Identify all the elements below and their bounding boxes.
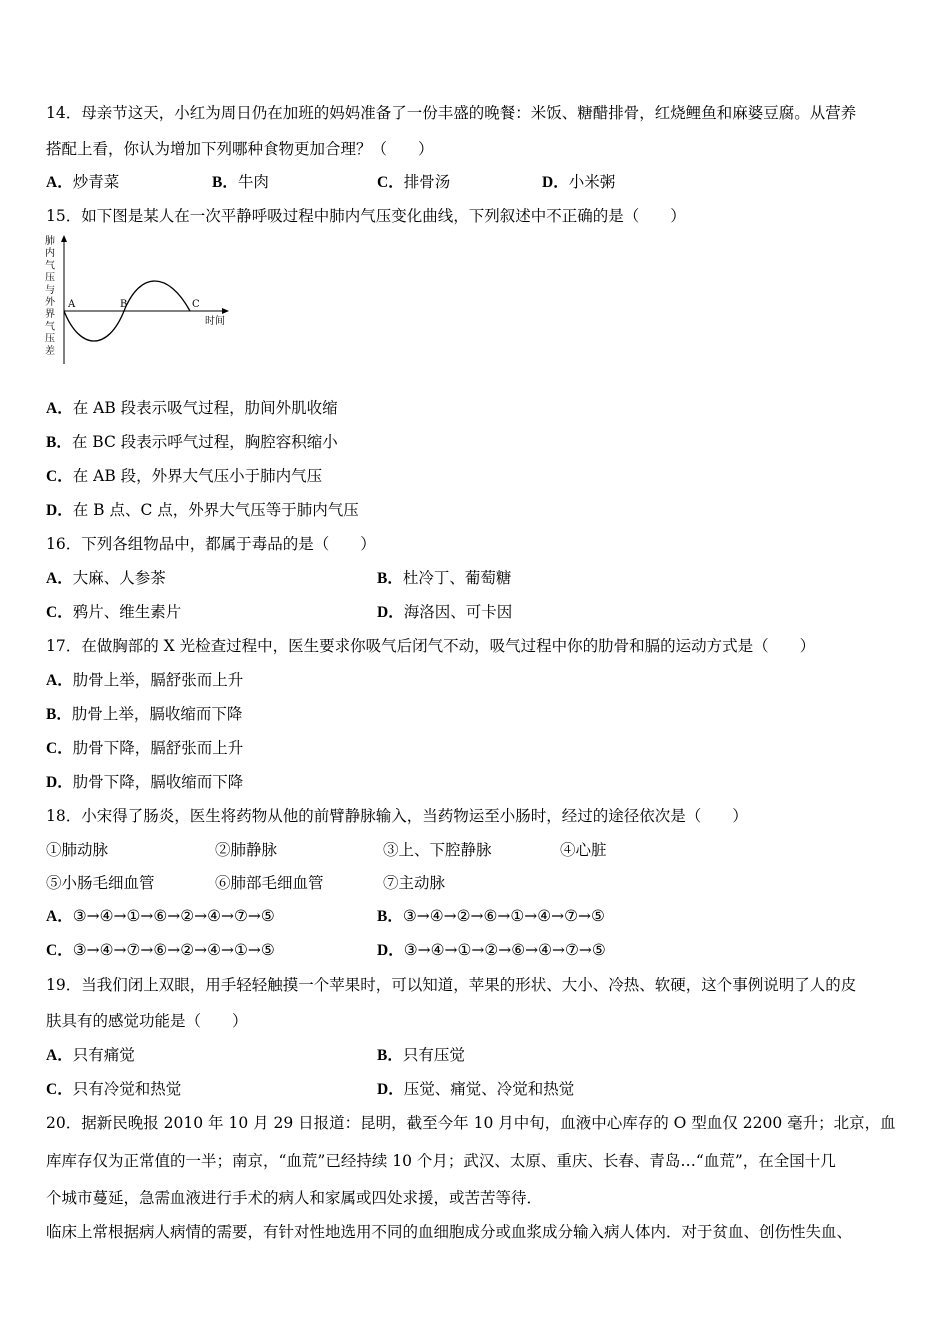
y-axis-arrow: [61, 235, 67, 242]
y-axis-label-char: 气: [45, 321, 55, 333]
y-axis-label-char: 压: [45, 272, 55, 284]
y-axis-label-char: 界: [45, 309, 55, 321]
q18-item-7: ⑦主动脉: [383, 874, 446, 892]
y-axis-label-char: 外: [45, 297, 55, 308]
q15-option-d: D．在 B 点、C 点，外界大气压等于肺内气压: [46, 501, 359, 519]
y-axis-label: [45, 234, 56, 357]
q19-option-b: B．只有压觉: [377, 1046, 465, 1064]
q19-option-c: C．只有冷觉和热觉: [46, 1080, 182, 1098]
x-axis-arrow: [222, 308, 229, 314]
q16-option-c: C．鸦片、维生素片: [46, 603, 182, 621]
q18-option-c: C．③→④→⑦→⑥→②→④→①→⑤: [46, 941, 275, 959]
q18-item-5: ⑤小肠毛细血管: [46, 874, 155, 892]
q17-option-d: D．肋骨下降，膈收缩而下降: [46, 773, 244, 791]
q16-stem: 16．下列各组物品中，都属于毒品的是（ ）: [46, 535, 376, 553]
point-b-label: B: [120, 299, 128, 310]
pressure-curve-graph: [40, 232, 240, 370]
y-axis-label-char: 肺: [45, 236, 55, 247]
q20-line2: 库库存仅为正常值的一半；南京，“血荒”已经持续 10 个月；武汉、太原、重庆、长春、青岛…“血荒”，在全国十几: [46, 1152, 836, 1170]
q15-stem: 15．如下图是某人在一次平静呼吸过程中肺内气压变化曲线，下列叙述中不正确的是（ ）: [46, 207, 686, 225]
q18-stem: 18．小宋得了肠炎，医生将药物从他的前臂静脉输入，当药物运至小肠时，经过的途径依次是（ ）: [46, 807, 748, 825]
q17-option-a: A．肋骨上举，膈舒张而上升: [46, 671, 244, 689]
point-c-label: C: [192, 299, 200, 310]
q18-option-b: B．③→④→②→⑥→①→④→⑦→⑤: [377, 907, 605, 925]
q17-stem: 17．在做胸部的 X 光检查过程中，医生要求你吸气后闭气不动，吸气过程中你的肋骨和膈的运动方式是（ ）: [46, 637, 816, 655]
q15-option-a: A．在 AB 段表示吸气过程，肋间外肌收缩: [46, 399, 338, 417]
q14-option-d: D．小米粥: [542, 173, 616, 191]
q20-line4: 临床上常根据病人病情的需要，有针对性地选用不同的血细胞成分或血浆成分输入病人体内．对于贫血、创伤性失血、: [46, 1223, 853, 1241]
q18-item-2: ②肺静脉: [215, 841, 278, 859]
q15-option-b: B．在 BC 段表示呼气过程，胸腔容积缩小: [46, 433, 338, 451]
y-axis-label-char: 差: [45, 345, 55, 357]
q16-option-d: D．海洛因、可卡因: [377, 603, 513, 621]
y-axis-label-char: 内: [45, 248, 55, 260]
q19-option-a: A．只有痛觉: [46, 1046, 135, 1064]
q18-option-d: D．③→④→①→②→⑥→④→⑦→⑤: [377, 941, 606, 959]
q19-option-d: D．压觉、痛觉、冷觉和热觉: [377, 1080, 575, 1098]
q15-option-c: C．在 AB 段，外界大气压小于肺内气压: [46, 467, 323, 485]
q18-item-4: ④心脏: [560, 841, 607, 859]
q14-option-a: A．炒青菜: [46, 173, 120, 191]
q19-stem-line1: 19．当我们闭上双眼，用手轻轻触摸一个苹果时，可以知道，苹果的形状、大小、冷热、软硬，这个事例说明了人的皮: [46, 976, 857, 994]
q14-option-b: B．牛肉: [212, 173, 269, 191]
y-axis-label-char: 压: [45, 333, 55, 345]
q20-line1: 20．据新民晚报 2010 年 10 月 29 日报道：昆明，截至今年 10 月中旬，血液中心库存的 O 型血仅 2200 毫升；北京，血: [46, 1114, 896, 1132]
q18-item-1: ①肺动脉: [46, 841, 109, 859]
q17-option-c: C．肋骨下降，膈舒张而上升: [46, 739, 244, 757]
q14-stem-line1: 14．母亲节这天，小红为周日仍在加班的妈妈准备了一份丰盛的晚餐：米饭、糖醋排骨，红烧鲤鱼和麻婆豆腐。从营养: [46, 104, 857, 122]
q18-item-3: ③上、下腔静脉: [383, 841, 492, 859]
q16-option-a: A．大麻、人参茶: [46, 569, 166, 587]
x-axis-label: 时间: [205, 316, 225, 327]
q14-option-c: C．排骨汤: [377, 173, 451, 191]
q17-option-b: B．肋骨上举，膈收缩而下降: [46, 705, 243, 723]
y-axis-label-char: 气: [45, 260, 55, 272]
q14-stem-line2: 搭配上看，你认为增加下列哪种食物更加合理？（ ）: [46, 140, 434, 158]
q18-item-6: ⑥肺部毛细血管: [215, 874, 324, 892]
point-a-label: A: [68, 299, 76, 310]
q18-option-a: A．③→④→①→⑥→②→④→⑦→⑤: [46, 907, 275, 925]
q16-option-b: B．杜冷丁、葡萄糖: [377, 569, 512, 587]
q20-line3: 个城市蔓延，急需血液进行手术的病人和家属或四处求援，或苦苦等待．: [46, 1189, 543, 1207]
y-axis-label-char: 与: [45, 284, 55, 296]
q19-stem-line2: 肤具有的感觉功能是（ ）: [46, 1012, 248, 1030]
